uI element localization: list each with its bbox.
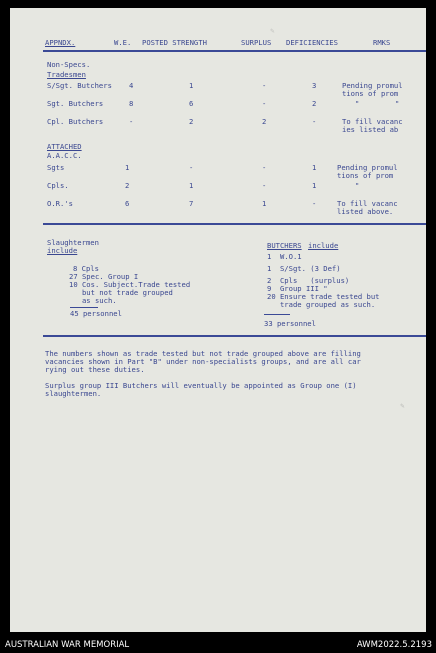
tradesmen-def: 3 bbox=[312, 81, 317, 90]
total-rule bbox=[70, 307, 98, 308]
attached-we: 2 bbox=[125, 181, 130, 190]
col-surplus: SURPLUS bbox=[241, 38, 272, 47]
attached-def: 1 bbox=[312, 181, 317, 190]
attached-remark: " bbox=[355, 181, 360, 190]
tradesmen-remark: To fill vacanc bbox=[342, 117, 403, 126]
tradesmen-surplus: 2 bbox=[262, 117, 267, 126]
butchers-include: include bbox=[308, 241, 339, 250]
slaughtermen-total: 45 personnel bbox=[70, 309, 122, 318]
tradesmen-posted: 6 bbox=[189, 99, 194, 108]
section-rule bbox=[43, 223, 426, 225]
slaughtermen-line: 27 Spec. Group I bbox=[69, 272, 139, 281]
tradesmen-heading: Tradesmen bbox=[47, 70, 86, 79]
tradesmen-we: - bbox=[129, 117, 134, 126]
butchers-line: 20 Ensure trade tested but bbox=[267, 292, 380, 301]
slaughtermen-line: but not trade grouped bbox=[69, 288, 173, 297]
attached-surplus: - bbox=[262, 163, 267, 172]
attached-rank: Sgts bbox=[47, 163, 65, 172]
col-remarks: RMKS bbox=[373, 38, 391, 47]
attached-remark: tions of prom bbox=[337, 171, 394, 180]
pencil-mark: ✎ bbox=[400, 403, 406, 410]
attached-we: 6 bbox=[125, 199, 130, 208]
attached-def: - bbox=[312, 199, 317, 208]
archive-name: AUSTRALIAN WAR MEMORIAL bbox=[5, 640, 130, 650]
slaughtermen-heading: Slaughtermen bbox=[47, 238, 99, 247]
col-deficiencies: DEFICIENCIES bbox=[286, 38, 338, 47]
section-rule bbox=[43, 335, 426, 337]
attached-unit: A.A.C.C. bbox=[47, 151, 82, 160]
tradesmen-remark: tions of prom bbox=[342, 89, 399, 98]
attached-def: 1 bbox=[312, 163, 317, 172]
attached-rank: Cpls. bbox=[47, 181, 69, 190]
header-rule bbox=[43, 50, 426, 52]
butchers-line: 2 Cpls (surplus) bbox=[267, 276, 350, 285]
document-page bbox=[10, 8, 426, 632]
butchers-line: 1 S/Sgt. (3 Def) bbox=[267, 264, 341, 273]
total-rule bbox=[264, 314, 290, 315]
col-we: W.E. bbox=[114, 38, 132, 47]
attached-surplus: - bbox=[262, 181, 267, 190]
tradesmen-remark: " bbox=[395, 99, 400, 108]
slaughtermen-include: include bbox=[47, 246, 78, 255]
butchers-total: 33 personnel bbox=[264, 319, 316, 328]
tradesmen-remark: " bbox=[355, 99, 360, 108]
attached-heading: ATTACHED bbox=[47, 142, 82, 151]
archive-id: AWM2022.5.2193 bbox=[356, 640, 432, 650]
tradesmen-surplus: - bbox=[262, 99, 267, 108]
note-line: rying out these duties. bbox=[45, 365, 145, 374]
tradesmen-def: 2 bbox=[312, 99, 317, 108]
attached-remark: To fill vacanc bbox=[337, 199, 398, 208]
col-posted: POSTED STRENGTH bbox=[142, 38, 207, 47]
tradesmen-rank: Sgt. Butchers bbox=[47, 99, 104, 108]
col-appendix: APPNDX. bbox=[45, 38, 76, 47]
butchers-line: 9 Group III " bbox=[267, 284, 328, 293]
tradesmen-rank: Cpl. Butchers bbox=[47, 117, 104, 126]
butchers-line: 1 W.O.1 bbox=[267, 252, 302, 261]
attached-we: 1 bbox=[125, 163, 130, 172]
attached-surplus: 1 bbox=[262, 199, 267, 208]
attached-remark: listed above. bbox=[337, 207, 394, 216]
tradesmen-we: 4 bbox=[129, 81, 134, 90]
note-line: The numbers shown as trade tested but not trade grouped above are filling bbox=[45, 349, 361, 358]
tradesmen-def: - bbox=[312, 117, 317, 126]
attached-rank: O.R.'s bbox=[47, 199, 73, 208]
tradesmen-surplus: - bbox=[262, 81, 267, 90]
tradesmen-we: 8 bbox=[129, 99, 134, 108]
tradesmen-remark: ies listed ab bbox=[342, 125, 399, 134]
note-line: Surplus group III Butchers will eventually be appointed as Group one (I) bbox=[45, 381, 357, 390]
attached-posted: 7 bbox=[189, 199, 194, 208]
note-line: slaughtermen. bbox=[45, 389, 102, 398]
slaughtermen-line: 10 Cos. Subject.Trade tested bbox=[69, 280, 191, 289]
attached-posted: - bbox=[189, 163, 194, 172]
butchers-heading: BUTCHERS bbox=[267, 241, 302, 250]
attached-posted: 1 bbox=[189, 181, 194, 190]
note-line: vacancies shown in Part "B" under non-specialists groups, and are all car bbox=[45, 357, 361, 366]
slaughtermen-line: as such. bbox=[69, 296, 117, 305]
attached-remark: Pending promul bbox=[337, 163, 398, 172]
non-specs-label: Non-Specs. bbox=[47, 60, 91, 69]
tradesmen-posted: 2 bbox=[189, 117, 194, 126]
butchers-line: trade grouped as such. bbox=[267, 300, 376, 309]
tradesmen-remark: Pending promul bbox=[342, 81, 403, 90]
tradesmen-rank: S/Sgt. Butchers bbox=[47, 81, 112, 90]
archive-footer bbox=[0, 636, 436, 653]
tradesmen-posted: 1 bbox=[189, 81, 194, 90]
slaughtermen-line: 8 Cpls bbox=[73, 264, 99, 273]
pencil-mark: ✎ bbox=[270, 28, 276, 35]
